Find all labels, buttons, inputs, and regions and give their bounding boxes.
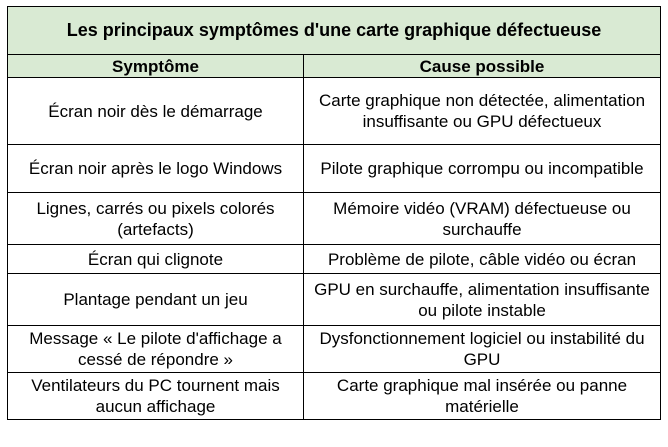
symptom-cell: Écran qui clignote [8,245,304,274]
title-row [8,7,661,55]
column-header-cause: Cause possible [304,55,661,78]
symptom-cell: Message « Le pilote d'affichage a cessé de répondre » [8,326,304,373]
table-row [8,373,661,420]
table-row [8,78,661,145]
symptom-cell: Ventilateurs du PC tournent mais aucun affichage [8,373,304,420]
symptom-cell: Écran noir après le logo Windows [8,145,304,193]
table-row [8,245,661,274]
symptoms-table [7,6,661,420]
cause-cell: Problème de pilote, câble vidéo ou écran [304,245,661,274]
symptom-cell: Écran noir dès le démarrage [8,78,304,145]
cause-cell: Dysfonctionnement logiciel ou instabilité du GPU [304,326,661,373]
table-row [8,145,661,193]
cause-cell: Pilote graphique corrompu ou incompatible [304,145,661,193]
column-header-symptom: Symptôme [8,55,304,78]
header-row [8,55,661,78]
cause-cell: Mémoire vidéo (VRAM) défectueuse ou surchauffe [304,193,661,245]
table-title: Les principaux symptômes d'une carte graphique défectueuse [8,7,661,55]
table-row [8,274,661,326]
table-row [8,193,661,245]
cause-cell: GPU en surchauffe, alimentation insuffisante ou pilote instable [304,274,661,326]
symptom-cell: Plantage pendant un jeu [8,274,304,326]
symptoms-table-frame [7,6,660,437]
table-row [8,326,661,373]
symptom-cell: Lignes, carrés ou pixels colorés (artefacts) [8,193,304,245]
cause-cell: Carte graphique non détectée, alimentation insuffisante ou GPU défectueux [304,78,661,145]
cause-cell: Carte graphique mal insérée ou panne matérielle [304,373,661,420]
